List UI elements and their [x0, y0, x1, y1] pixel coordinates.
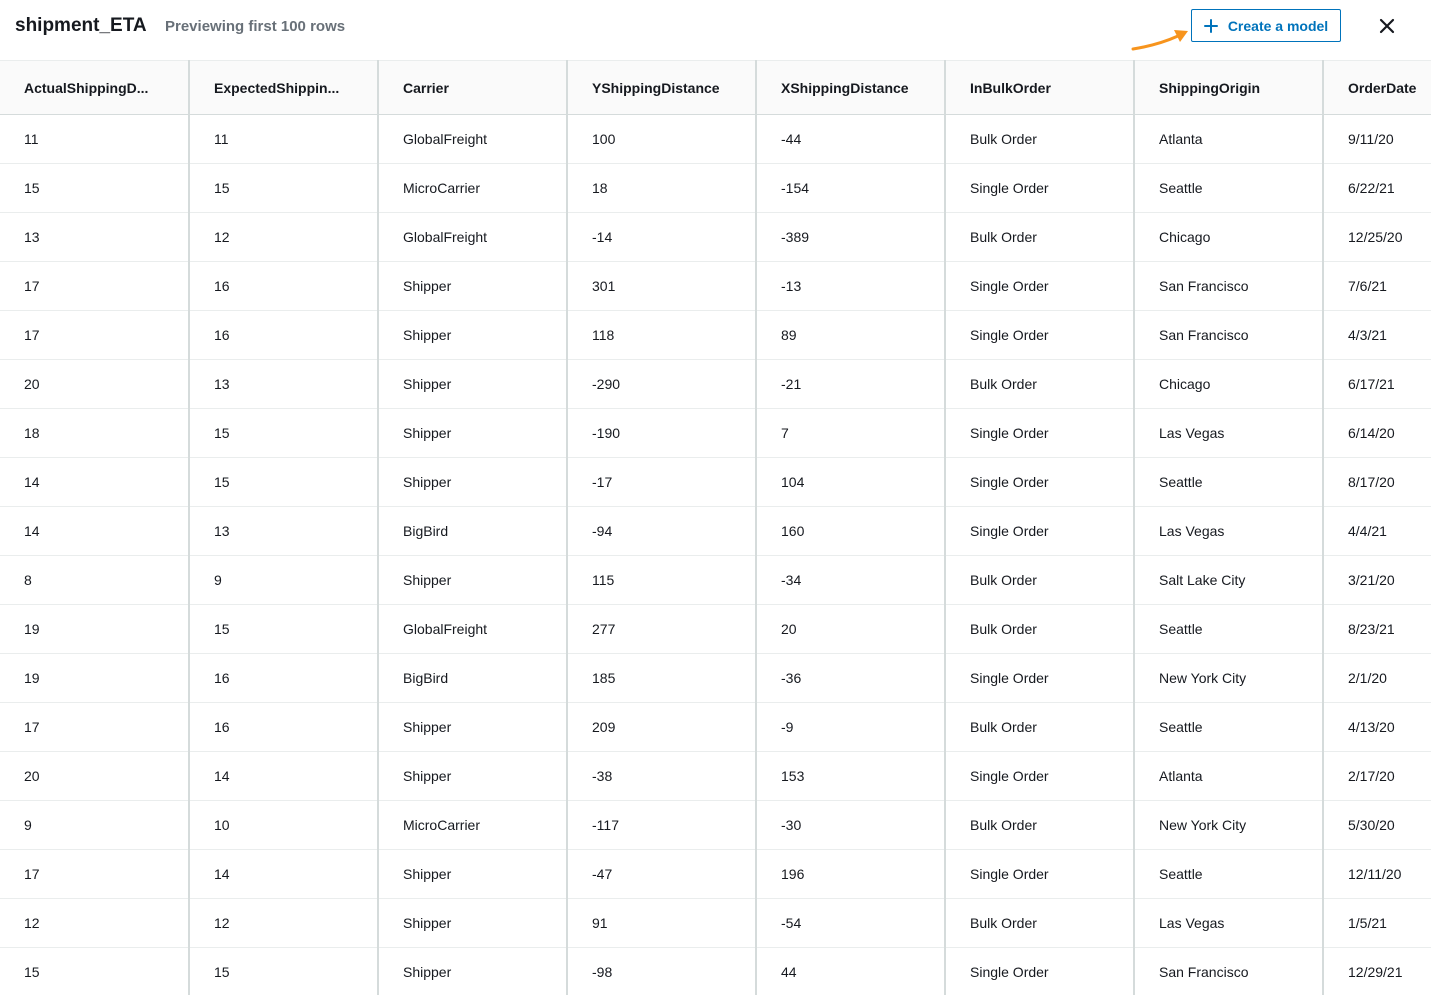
table-cell: 18: [0, 409, 189, 458]
table-cell: Salt Lake City: [1134, 556, 1323, 605]
table-row: [0, 360, 1431, 409]
table-cell: 91: [567, 899, 756, 948]
table-row: [0, 164, 1431, 213]
table-cell: Bulk Order: [945, 360, 1134, 409]
table-cell: Bulk Order: [945, 605, 1134, 654]
table-cell: BigBird: [378, 507, 567, 556]
table-cell: Seattle: [1134, 703, 1323, 752]
table-cell: Shipper: [378, 311, 567, 360]
table-cell: Shipper: [378, 262, 567, 311]
table-cell: Las Vegas: [1134, 409, 1323, 458]
table-cell: -47: [567, 850, 756, 899]
preview-subtitle: Previewing first 100 rows: [165, 18, 346, 35]
table-cell: -21: [756, 360, 945, 409]
table-cell: 2/1/20: [1323, 654, 1431, 703]
table-cell: Bulk Order: [945, 703, 1134, 752]
column-header[interactable]: ActualShippingD...: [0, 61, 189, 115]
table-cell: Shipper: [378, 899, 567, 948]
table-cell: 17: [0, 850, 189, 899]
table-cell: 14: [189, 850, 378, 899]
modal-header: [0, 0, 1431, 60]
table-cell: Single Order: [945, 507, 1134, 556]
table-cell: -94: [567, 507, 756, 556]
table-cell: 15: [189, 458, 378, 507]
table-cell: Single Order: [945, 164, 1134, 213]
table-cell: 4/4/21: [1323, 507, 1431, 556]
table-row: [0, 556, 1431, 605]
table-cell: GlobalFreight: [378, 213, 567, 262]
table-cell: Single Order: [945, 948, 1134, 995]
annotation-arrow-icon: [1130, 26, 1190, 54]
table-cell: -190: [567, 409, 756, 458]
table-cell: Seattle: [1134, 605, 1323, 654]
preview-table-container[interactable]: [0, 60, 1431, 995]
table-row: [0, 409, 1431, 458]
table-cell: 301: [567, 262, 756, 311]
table-cell: 153: [756, 752, 945, 801]
table-row: [0, 605, 1431, 654]
table-cell: Atlanta: [1134, 115, 1323, 164]
table-cell: 8/17/20: [1323, 458, 1431, 507]
table-cell: Shipper: [378, 409, 567, 458]
table-cell: 20: [0, 752, 189, 801]
table-cell: 89: [756, 311, 945, 360]
table-cell: Bulk Order: [945, 899, 1134, 948]
column-header[interactable]: XShippingDistance: [756, 61, 945, 115]
table-cell: 14: [189, 752, 378, 801]
table-cell: 160: [756, 507, 945, 556]
table-cell: -54: [756, 899, 945, 948]
table-cell: New York City: [1134, 801, 1323, 850]
table-row: [0, 850, 1431, 899]
table-cell: 15: [189, 164, 378, 213]
table-row: [0, 752, 1431, 801]
table-cell: 9: [0, 801, 189, 850]
table-row: [0, 311, 1431, 360]
create-model-button[interactable]: [1191, 9, 1341, 42]
table-row: [0, 899, 1431, 948]
table-cell: 20: [0, 360, 189, 409]
table-cell: -36: [756, 654, 945, 703]
table-cell: 7/6/21: [1323, 262, 1431, 311]
table-cell: 17: [0, 311, 189, 360]
table-cell: Shipper: [378, 703, 567, 752]
table-cell: 13: [189, 360, 378, 409]
table-cell: MicroCarrier: [378, 164, 567, 213]
table-cell: San Francisco: [1134, 262, 1323, 311]
table-cell: 6/17/21: [1323, 360, 1431, 409]
table-cell: San Francisco: [1134, 948, 1323, 995]
table-cell: 14: [0, 458, 189, 507]
table-cell: -34: [756, 556, 945, 605]
table-cell: 15: [189, 948, 378, 995]
table-cell: 118: [567, 311, 756, 360]
table-cell: 15: [0, 164, 189, 213]
table-cell: GlobalFreight: [378, 115, 567, 164]
table-cell: 19: [0, 605, 189, 654]
table-cell: 10: [189, 801, 378, 850]
table-row: [0, 703, 1431, 752]
table-row: [0, 507, 1431, 556]
table-cell: Atlanta: [1134, 752, 1323, 801]
table-cell: -117: [567, 801, 756, 850]
table-cell: Shipper: [378, 850, 567, 899]
table-cell: -30: [756, 801, 945, 850]
table-cell: 12/11/20: [1323, 850, 1431, 899]
table-cell: Single Order: [945, 752, 1134, 801]
column-header[interactable]: OrderDate: [1323, 61, 1431, 115]
table-cell: 104: [756, 458, 945, 507]
table-cell: Las Vegas: [1134, 507, 1323, 556]
column-header[interactable]: InBulkOrder: [945, 61, 1134, 115]
table-cell: 100: [567, 115, 756, 164]
table-cell: BigBird: [378, 654, 567, 703]
table-cell: 8/23/21: [1323, 605, 1431, 654]
table-cell: Shipper: [378, 360, 567, 409]
table-cell: Shipper: [378, 556, 567, 605]
table-cell: 4/3/21: [1323, 311, 1431, 360]
table-cell: 2/17/20: [1323, 752, 1431, 801]
table-cell: 13: [0, 213, 189, 262]
table-row: [0, 654, 1431, 703]
table-cell: 196: [756, 850, 945, 899]
table-cell: Single Order: [945, 409, 1134, 458]
table-cell: 17: [0, 703, 189, 752]
table-cell: 12: [189, 213, 378, 262]
table-cell: 5/30/20: [1323, 801, 1431, 850]
table-cell: -13: [756, 262, 945, 311]
table-cell: Single Order: [945, 850, 1134, 899]
table-cell: Single Order: [945, 262, 1134, 311]
table-cell: -44: [756, 115, 945, 164]
table-cell: -290: [567, 360, 756, 409]
column-header[interactable]: ExpectedShippin...: [189, 61, 378, 115]
column-header[interactable]: YShippingDistance: [567, 61, 756, 115]
table-cell: -14: [567, 213, 756, 262]
column-header[interactable]: Carrier: [378, 61, 567, 115]
table-cell: -98: [567, 948, 756, 995]
table-cell: Bulk Order: [945, 801, 1134, 850]
table-cell: Shipper: [378, 752, 567, 801]
table-cell: 16: [189, 311, 378, 360]
table-cell: -154: [756, 164, 945, 213]
table-row: [0, 262, 1431, 311]
table-cell: 12: [189, 899, 378, 948]
plus-icon: [1204, 19, 1218, 33]
table-cell: Chicago: [1134, 360, 1323, 409]
table-cell: 9/11/20: [1323, 115, 1431, 164]
table-cell: -17: [567, 458, 756, 507]
close-icon[interactable]: [1377, 16, 1397, 36]
table-cell: 15: [189, 605, 378, 654]
table-row: [0, 213, 1431, 262]
table-cell: Bulk Order: [945, 556, 1134, 605]
table-cell: 17: [0, 262, 189, 311]
table-cell: 8: [0, 556, 189, 605]
table-cell: 19: [0, 654, 189, 703]
table-cell: -38: [567, 752, 756, 801]
dataset-title: shipment_ETA: [15, 15, 147, 36]
table-cell: 13: [189, 507, 378, 556]
table-cell: Seattle: [1134, 164, 1323, 213]
table-cell: 11: [0, 115, 189, 164]
table-cell: 12: [0, 899, 189, 948]
table-cell: 12/25/20: [1323, 213, 1431, 262]
table-cell: 20: [756, 605, 945, 654]
table-cell: 277: [567, 605, 756, 654]
table-cell: 11: [189, 115, 378, 164]
table-cell: -389: [756, 213, 945, 262]
table-body: [0, 115, 1431, 995]
table-cell: 3/21/20: [1323, 556, 1431, 605]
table-cell: Las Vegas: [1134, 899, 1323, 948]
create-model-label: Create a model: [1227, 17, 1329, 34]
table-cell: 12/29/21: [1323, 948, 1431, 995]
table-cell: 15: [189, 409, 378, 458]
table-cell: GlobalFreight: [378, 605, 567, 654]
table-cell: MicroCarrier: [378, 801, 567, 850]
table-cell: 4/13/20: [1323, 703, 1431, 752]
table-row: [0, 115, 1431, 164]
table-cell: 185: [567, 654, 756, 703]
table-row: [0, 948, 1431, 995]
table-cell: Shipper: [378, 458, 567, 507]
preview-table: [0, 60, 1431, 995]
column-header[interactable]: ShippingOrigin: [1134, 61, 1323, 115]
table-cell: Single Order: [945, 654, 1134, 703]
table-cell: 18: [567, 164, 756, 213]
table-cell: 16: [189, 703, 378, 752]
table-cell: 6/14/20: [1323, 409, 1431, 458]
table-cell: 9: [189, 556, 378, 605]
table-cell: Single Order: [945, 311, 1134, 360]
table-cell: Chicago: [1134, 213, 1323, 262]
table-cell: 6/22/21: [1323, 164, 1431, 213]
table-cell: 16: [189, 262, 378, 311]
table-header-row: [0, 61, 1431, 115]
table-cell: Single Order: [945, 458, 1134, 507]
table-cell: Seattle: [1134, 850, 1323, 899]
table-cell: San Francisco: [1134, 311, 1323, 360]
table-cell: 209: [567, 703, 756, 752]
table-cell: New York City: [1134, 654, 1323, 703]
table-cell: Bulk Order: [945, 115, 1134, 164]
table-cell: Seattle: [1134, 458, 1323, 507]
table-cell: 1/5/21: [1323, 899, 1431, 948]
table-cell: 115: [567, 556, 756, 605]
table-cell: 15: [0, 948, 189, 995]
table-cell: 16: [189, 654, 378, 703]
table-cell: 7: [756, 409, 945, 458]
table-cell: Bulk Order: [945, 213, 1134, 262]
table-cell: 44: [756, 948, 945, 995]
table-cell: 14: [0, 507, 189, 556]
table-cell: Shipper: [378, 948, 567, 995]
table-row: [0, 801, 1431, 850]
table-row: [0, 458, 1431, 507]
table-cell: -9: [756, 703, 945, 752]
